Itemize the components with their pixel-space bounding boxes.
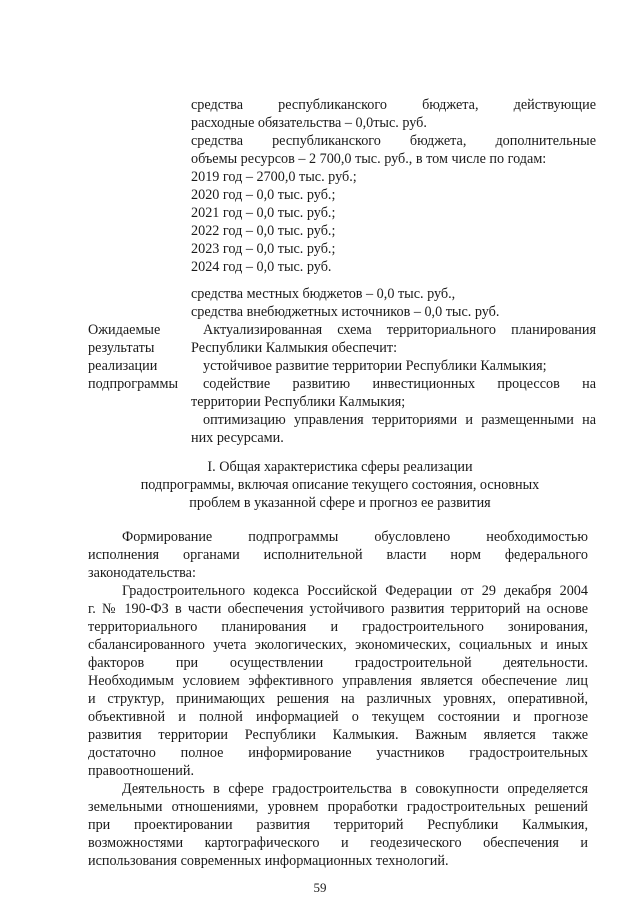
funding-year-line: 2023 год – 0,0 тыс. руб.; <box>191 241 336 257</box>
body-line: использования современных информационных технологий. <box>88 853 449 869</box>
body-line: территориального планирования и градостроительного зонирования, <box>88 619 588 635</box>
body-line: Деятельность в сфере градостроительства в совокупности определяется <box>122 781 588 797</box>
funding-year-line: 2019 год – 2700,0 тыс. руб.; <box>191 169 357 185</box>
body-line: Необходимым условием эффективного управления является обеспечение лиц <box>88 673 588 689</box>
section-heading-line: подпрограммы, включая описание текущего состояния, основных <box>140 477 540 493</box>
results-label: Ожидаемые <box>88 322 161 338</box>
funding-line: расходные обязательства – 0,0тыс. руб. <box>191 115 427 131</box>
page-number: 59 <box>313 880 327 895</box>
funding-year-line: 2020 год – 0,0 тыс. руб.; <box>191 187 336 203</box>
body-line: при проектировании развития территорий Республики Калмыкия, <box>88 817 588 833</box>
body-line: г. № 190-ФЗ в части обеспечения устойчивого развития территорий на основе <box>88 601 588 617</box>
body-line: и структур, принимающих решения на различных уровнях, оперативной, <box>88 691 588 707</box>
local-budget-line: средства местных бюджетов – 0,0 тыс. руб., <box>191 286 456 302</box>
results-label: подпрограммы <box>88 376 178 392</box>
results-text-line: устойчивое развитие территории Республики Калмыкия; <box>203 358 547 374</box>
results-text-line: Актуализированная схема территориального планирования <box>203 322 596 338</box>
funding-line: средства республиканского бюджета, дополнительные <box>191 133 596 149</box>
funding-line: средства республиканского бюджета, действующие <box>191 97 596 113</box>
section-heading-line: проблем в указанной сфере и прогноз ее развития <box>189 495 491 511</box>
section-heading-line: I. Общая характеристика сферы реализации <box>207 459 473 475</box>
results-text-line: них ресурсами. <box>191 430 284 446</box>
results-text-line: содействие развитию инвестиционных процессов на <box>203 376 596 392</box>
funding-line: объемы ресурсов – 2 700,0 тыс. руб., в том числе по годам: <box>191 151 547 167</box>
body-line: факторов при осуществлении градостроительной деятельности. <box>88 655 588 671</box>
body-line: земельными отношениями, уровнем проработки градостроительных решений <box>88 799 588 815</box>
results-text-line: территории Республики Калмыкия; <box>191 394 406 410</box>
body-line: правоотношений. <box>88 763 195 779</box>
body-line: объективной и полной информацией о текущем состоянии и прогнозе <box>88 709 588 725</box>
results-label: результаты <box>88 340 155 356</box>
results-text-line: оптимизацию управления территориями и размещенными на <box>203 412 596 428</box>
funding-year-line: 2024 год – 0,0 тыс. руб. <box>191 259 332 275</box>
body-line: Формирование подпрограммы обусловлено необходимостью <box>122 529 588 545</box>
body-line: возможностями картографического и геодезического обеспечения и <box>88 835 588 851</box>
body-line: исполнения органами исполнительной власти норм федерального <box>88 547 588 563</box>
results-label: реализации <box>88 358 158 374</box>
body-line: Градостроительного кодекса Российской Федерации от 29 декабря 2004 <box>122 583 588 599</box>
body-line: законодательства: <box>88 565 196 581</box>
funding-year-line: 2021 год – 0,0 тыс. руб.; <box>191 205 336 221</box>
body-line: развития территории Республики Калмыкия. Важным является также <box>88 727 588 743</box>
body-line: сбалансированного учета экологических, экономических, социальных и иных <box>88 637 588 653</box>
body-line: достаточно полное информирование участников градостроительных <box>88 745 588 761</box>
funding-year-line: 2022 год – 0,0 тыс. руб.; <box>191 223 336 239</box>
results-text-line: Республики Калмыкия обеспечит: <box>191 340 398 356</box>
extrabudget-line: средства внебюджетных источников – 0,0 тыс. руб. <box>191 304 500 320</box>
